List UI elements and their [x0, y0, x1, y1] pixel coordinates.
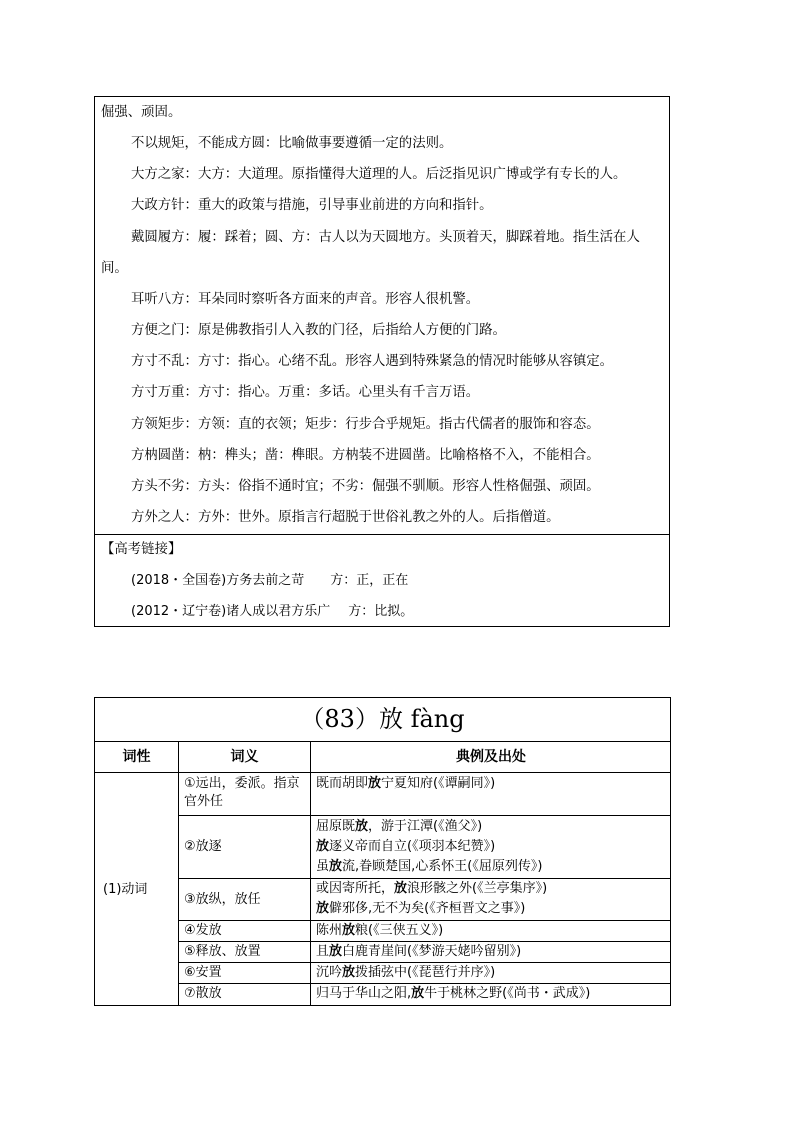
text-line: 倔强、顽固。: [101, 105, 182, 120]
example-line: 或因寄所托，放浪形骸之外(《兰亭集序》): [316, 881, 548, 896]
row-divider: [178, 878, 670, 879]
text-line: 方领矩步：方领：直的衣领；矩步：行步合乎规矩。指古代儒者的服饰和容态。: [131, 417, 600, 432]
row-divider: [178, 815, 670, 816]
row-divider: [178, 920, 670, 921]
row-divider: [178, 983, 670, 984]
text-line: 方外之人：方外：世外。原指言行超脱于世俗礼教之外的人。后指僧道。: [131, 510, 560, 525]
gaokao-source: (2012・辽宁卷)诸人成以君方乐广: [131, 604, 331, 619]
section-divider: [95, 534, 669, 535]
meaning-cell: ④发放: [184, 923, 222, 938]
example-line: 既而胡即放宁夏知府(《谭嗣同》): [316, 776, 496, 791]
meaning-cell: ⑦散放: [184, 986, 222, 1001]
text-line: 耳听八方：耳朵同时察听各方面来的声音。形容人很机警。: [131, 292, 480, 307]
example-line: 虽放流,眷顾楚国,心系怀王(《屈原列传》): [316, 859, 543, 874]
text-line: 间。: [101, 261, 128, 276]
gaokao-heading: 【高考链接】: [101, 542, 182, 557]
meaning-cell: ③放纵，放任: [184, 892, 261, 907]
row-divider: [95, 772, 670, 773]
text-line: 方寸万重：方寸：指心。万重：多话。心里头有千言万语。: [131, 385, 480, 400]
example-line: 屈原既放，游于江潭(《渔父》): [316, 819, 483, 834]
example-line: 陈州放粮(《三侠五义》): [316, 923, 444, 938]
row-divider: [178, 962, 670, 963]
text-line: 戴圆履方：履：踩着；圆、方：古人以为天圆地方。头顶着天，脚踩着地。指生活在人: [131, 230, 640, 245]
text-line: 方寸不乱：方寸：指心。心绪不乱。形容人遇到特殊紧急的情况时能够从容镇定。: [131, 354, 614, 369]
idiom-list-box: [94, 96, 670, 627]
gaokao-gloss: 方：正，正在: [330, 573, 409, 588]
header-pos: 词性: [122, 749, 151, 765]
gaokao-example: [95, 604, 669, 620]
example-line: 归马于华山之阳,放牛于桃林之野(《尚书・武成》): [316, 986, 591, 1001]
fang-table: [94, 697, 671, 1006]
row-divider: [178, 941, 670, 942]
part-of-speech: (1)动词: [103, 882, 148, 897]
text-line: 方头不劣：方头：俗指不通时宜；不劣：倔强不驯顺。形容人性格倔强、顽固。: [131, 479, 600, 494]
header-meaning: 词义: [230, 749, 259, 765]
column-divider: [178, 741, 179, 1005]
meaning-cell: ⑤释放、放置: [184, 944, 261, 959]
text-line: 大方之家：大方：大道理。原指懂得大道理的人。后泛指见识广博或学有专长的人。: [131, 167, 627, 182]
meaning-cell: ⑥安置: [184, 965, 222, 980]
example-line: 放逐义帝而自立(《项羽本纪赞》): [316, 839, 496, 854]
text-line: 方便之门：原是佛教指引人入教的门径，后指给人方便的门路。: [131, 323, 506, 338]
gaokao-source: (2018・全国卷)方务去前之苛: [131, 573, 305, 588]
header-examples: 典例及出处: [456, 749, 526, 765]
meaning-cell: ①远出，委派。指京官外任: [184, 776, 300, 809]
example-line: 放僻邪侈,无不为矣(《齐桓晋文之事》): [316, 901, 526, 916]
text-line: 大政方针：重大的政策与措施，引导事业前进的方向和指针。: [131, 198, 493, 213]
example-line: 且放白鹿青崖间(《梦游天姥吟留别》): [316, 944, 522, 959]
table-title: （83）放 fàng: [95, 698, 670, 742]
gaokao-example: [95, 573, 669, 589]
text-line: 不以规矩，不能成方圆：比喻做事要遵循一定的法则。: [131, 136, 453, 151]
meaning-cell: ②放逐: [184, 839, 222, 854]
gaokao-gloss: 方：比拟。: [348, 604, 414, 619]
column-divider: [310, 741, 311, 1005]
text-line: 方枘圆凿：枘：榫头；凿：榫眼。方枘装不进圆凿。比喻格格不入，不能相合。: [131, 448, 600, 463]
example-line: 沉吟放拨插弦中(《琵琶行并序》): [316, 965, 496, 980]
